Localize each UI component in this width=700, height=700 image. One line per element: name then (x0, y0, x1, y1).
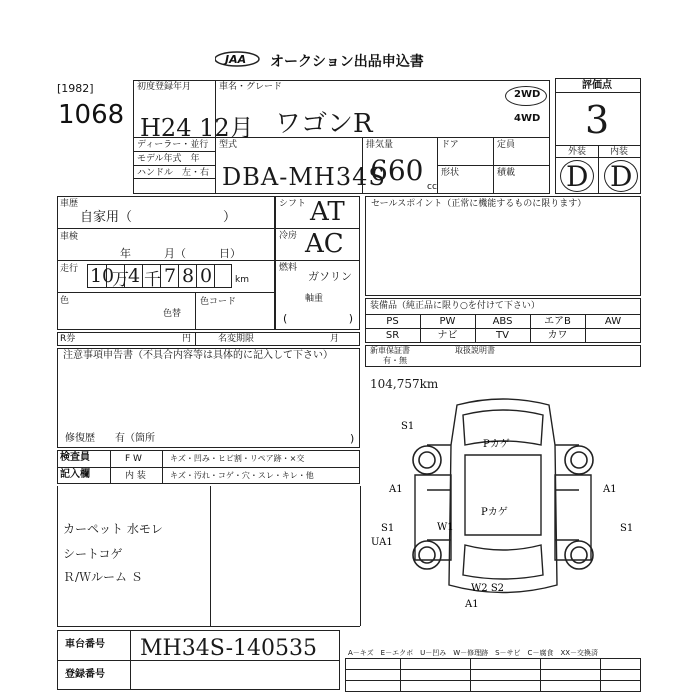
repair-history: 修復歴 有（箇所 (65, 433, 155, 444)
mark-s1-top: S1 (401, 421, 415, 432)
displacement-label: 排気量 (366, 140, 394, 150)
equip-ps: PS (386, 316, 399, 327)
capacity-label: 定員 (497, 140, 516, 150)
int-items: キズ・汚れ・コゲ・穴・スレ・キレ・他 (170, 471, 314, 480)
notes-label: 注意事項申告書（不具合内容等は具体的に記入して下さい） (63, 350, 333, 361)
model-type-label: 型式 (219, 140, 238, 150)
equip-sr: SR (385, 330, 400, 341)
mark-a1-left: A1 (389, 484, 403, 495)
doors-label: ドア (441, 140, 459, 150)
month-unit: 月 (330, 334, 340, 344)
car-name-label: 車名・グレード (219, 82, 283, 92)
mark-pkage-top: Pカゲ (483, 439, 510, 450)
load-label: 積載 (497, 168, 516, 178)
car-diagram (365, 385, 641, 615)
hw-car-name: ワゴンR (275, 109, 373, 139)
hw-mileage-d3: 万 (112, 270, 129, 290)
equip-aw: AW (604, 316, 622, 327)
hw-interior-grade: D (610, 160, 633, 193)
bottom-right-grid (345, 658, 641, 692)
chassis-label: 車台番号 (65, 639, 105, 650)
hw-chassis-number: MH34S-140535 (140, 636, 317, 661)
mark-a1-right: A1 (603, 484, 617, 495)
mark-a1-rear: A1 (465, 599, 479, 610)
hw-mileage-d5: 千 (144, 270, 161, 290)
yen-unit: 円 (182, 334, 192, 344)
warranty-yesno: 有・無 (383, 356, 407, 365)
hw-fuel: ガソリン (308, 270, 352, 283)
mileage-label: 走行 (60, 264, 79, 274)
mark-s1-right: S1 (620, 523, 634, 534)
axle-label: 軸重 (305, 294, 324, 304)
shape-label: 形状 (441, 168, 460, 178)
equip-leather: カワ (547, 330, 568, 341)
exterior-label: 外装 (568, 147, 587, 157)
cc-unit: cc (427, 182, 437, 192)
sales-points-label: セールスポイント（正常に機能するものに限ります） (371, 199, 587, 209)
mark-ua1: UA1 (371, 537, 393, 548)
sales-points-box (365, 196, 641, 296)
equip-airbag: エアB (544, 316, 571, 327)
equip-pw: PW (439, 316, 456, 327)
mark-pkage-mid: Pカゲ (481, 507, 508, 518)
interior-circle (604, 160, 638, 192)
km-unit: km (235, 275, 249, 285)
hw-note-1: カーペット 水モレ (63, 522, 163, 536)
ac-label: 冷房 (279, 231, 298, 241)
interior2-label: 内 装 (125, 471, 146, 481)
mark-w1: W1 (437, 522, 454, 533)
mark-w2-s2: W2 S2 (471, 583, 505, 594)
ref-code: [1982] (57, 82, 94, 95)
lot-number: 1068 (58, 100, 125, 130)
usage-value: 自家用（ ） (80, 210, 237, 225)
form-title: オークション出品申込書 (270, 54, 424, 70)
manual-label: 取扱説明書 (455, 346, 495, 355)
hw-mileage-d1: 1 (90, 265, 103, 287)
name-deadline-label: 名変期限 (218, 334, 255, 344)
fuel-label: 燃料 (279, 263, 298, 273)
hw-exterior-grade: D (566, 160, 589, 193)
wd4-label: 4WD (514, 113, 541, 124)
inspection-ymd: 年 月（ 日） (120, 247, 241, 260)
rating-label: 評価点 (582, 80, 612, 91)
hw-model-type: DBA-MH34S (222, 163, 386, 191)
entry-label: 記入欄 (60, 469, 90, 480)
hw-mileage-d8: 0 (200, 265, 213, 287)
usage-label: 車歴 (60, 199, 79, 209)
hw-mileage-d6: 7 (164, 265, 177, 287)
hw-note-2: シートコゲ (63, 547, 123, 561)
exterior-circle (560, 160, 594, 192)
hw-first-reg: H24 12月 (140, 114, 254, 142)
first-reg-label: 初度登録年月 (137, 82, 192, 92)
inspector-label: 検査員 (60, 452, 90, 463)
hw-mileage-d4: 4 (128, 265, 141, 287)
axle-parens: ( ) (283, 312, 353, 325)
new-warranty-label: 新車保証書 (370, 346, 410, 355)
dealer-label: ディーラー・並行 (137, 140, 209, 150)
model-year-label: モデル年式 年 (137, 154, 200, 164)
r-tax-label: R券 (60, 334, 76, 344)
color-change-label: 色替 (163, 309, 182, 319)
damage-legend: A－キズ E－エクボ U－凹み W－修理跡 S－サビ C－腐食 XX－交換済 (348, 649, 599, 657)
tax-row (57, 332, 360, 346)
hw-odometer-note: 104,757km (370, 377, 439, 391)
fw-label: F W (125, 454, 142, 464)
inspection-label: 車検 (60, 232, 79, 242)
svg-text:JAA: JAA (225, 53, 247, 66)
hw-mileage-d2: 0 (102, 265, 115, 287)
hw-shift: AT (310, 197, 345, 227)
color-code-label: 色コード (200, 297, 237, 307)
hw-mileage-d7: 8 (182, 265, 195, 287)
color-label: 色 (60, 296, 70, 306)
equip-abs: ABS (492, 316, 513, 327)
hw-note-3: Ｒ/Ｗルーム Ｓ (63, 570, 143, 584)
interior-label: 内装 (610, 147, 629, 157)
shift-label: シフト (279, 199, 307, 209)
hw-rating: 3 (585, 98, 610, 142)
equip-tv: TV (496, 330, 509, 341)
logo (215, 50, 267, 68)
handle-label: ハンドル 左・右 (137, 168, 210, 178)
mark-s1-left: S1 (381, 523, 395, 534)
equip-navi: ナビ (437, 330, 458, 341)
hw-displacement: 660 (370, 154, 424, 187)
repair-close-paren: ) (350, 432, 355, 445)
hw-ac: AC (305, 229, 344, 259)
fw-items: キズ・凹み・ヒビ割・リペア跡・×交 (170, 454, 305, 463)
reg-label: 登録番号 (65, 669, 105, 680)
wd2-label: 2WD (514, 89, 541, 100)
equipment-label: 装備品（純正品に限り○を付けて下さい） (370, 301, 540, 311)
